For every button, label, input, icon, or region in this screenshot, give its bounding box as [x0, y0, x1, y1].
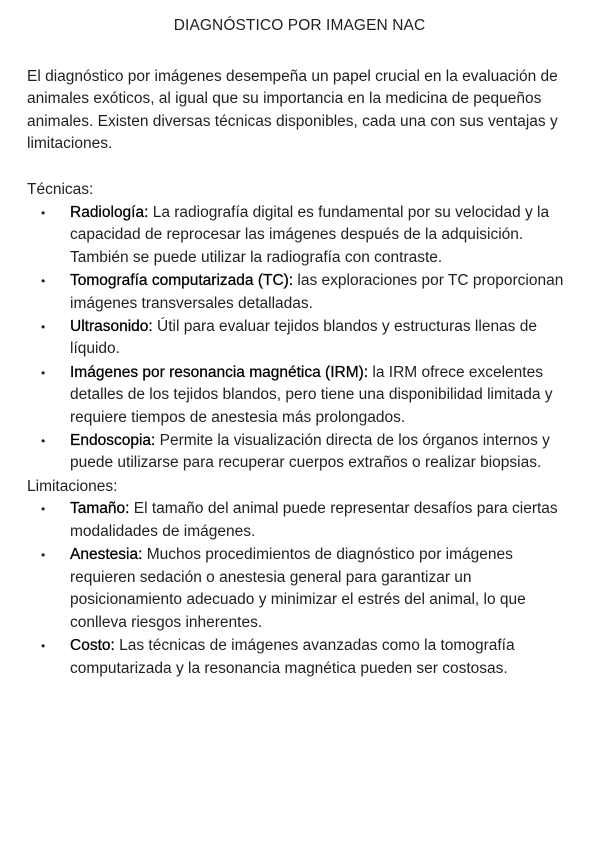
list-item-tamano — [27, 498, 572, 543]
bullet: • — [41, 502, 46, 517]
bullet: • — [41, 548, 46, 563]
techniques-list — [27, 202, 572, 476]
item-term: Imágenes por resonancia magnética (IRM): — [70, 363, 369, 381]
item-text: Las técnicas de imágenes avanzadas como la tomografía computarizada y la resonancia magnética pueden ser costosas. — [70, 637, 515, 677]
bullet: • — [41, 205, 46, 220]
item-term: Anestesia: — [70, 546, 143, 564]
item-term: Radiología: — [70, 203, 149, 221]
item-text: La radiografía digital es fundamental por su velocidad y la capacidad de reprocesar las imágenes después de la adquisición. También se puede utilizar la radiografía con contraste. — [70, 203, 550, 266]
list-item-irm — [27, 362, 572, 430]
list-item-costo — [27, 635, 572, 680]
list-item-radiologia — [27, 202, 572, 270]
item-text: El tamaño del animal puede representar desafíos para ciertas modalidades de imágenes. — [70, 500, 558, 540]
document-title: DIAGNÓSTICO POR IMAGEN NAC — [173, 17, 426, 34]
intro-paragraph: El diagnóstico por imágenes desempeña un papel crucial en la evaluación de animales exóticos, al igual que su importancia en la medicina de pequeños animales. Existen diversas técnicas disponibles, cada una con sus ventajas y limitaciones. — [27, 67, 558, 153]
item-term: Ultrasonido: — [70, 317, 153, 335]
limitations-list — [27, 498, 572, 680]
limitations-heading: Limitaciones: — [27, 477, 118, 495]
item-term: Tamaño: — [70, 500, 130, 518]
item-text: Permite la visualización directa de los órganos internos y puede utilizarse para recuperar cuerpos extraños o realizar biopsias. — [70, 431, 550, 472]
item-text: la IRM ofrece excelentes detalles de los tejidos blandos, pero tiene una disponibilidad limitada y requiere tiempos de anestesia más prolongados. — [70, 363, 553, 426]
techniques-heading: Técnicas: — [27, 180, 94, 198]
bullet: • — [41, 319, 46, 334]
bullet: • — [41, 273, 46, 288]
list-item-tomografia — [27, 270, 572, 315]
item-text: Útil para evaluar tejidos blandos y estructuras llenas de líquido. — [70, 317, 537, 358]
item-term: Costo: — [70, 637, 115, 654]
bullet: • — [41, 365, 46, 380]
item-text: las exploraciones por TC proporcionan imágenes transversales detalladas. — [70, 271, 564, 312]
item-term: Tomografía computarizada (TC): — [70, 271, 294, 289]
item-term: Endoscopia: — [70, 431, 156, 449]
list-item-ultrasonido — [27, 316, 572, 361]
list-item-endoscopia — [27, 430, 572, 475]
item-text: Muchos procedimientos de diagnóstico por imágenes requieren sedación o anestesia general para garantizar un posicionamiento adecuado y minimizar el estrés del animal, lo que conlleva riesgos inherentes. — [70, 546, 526, 631]
list-item-anestesia — [27, 544, 572, 634]
bullet: • — [41, 433, 46, 448]
bullet: • — [41, 639, 46, 653]
